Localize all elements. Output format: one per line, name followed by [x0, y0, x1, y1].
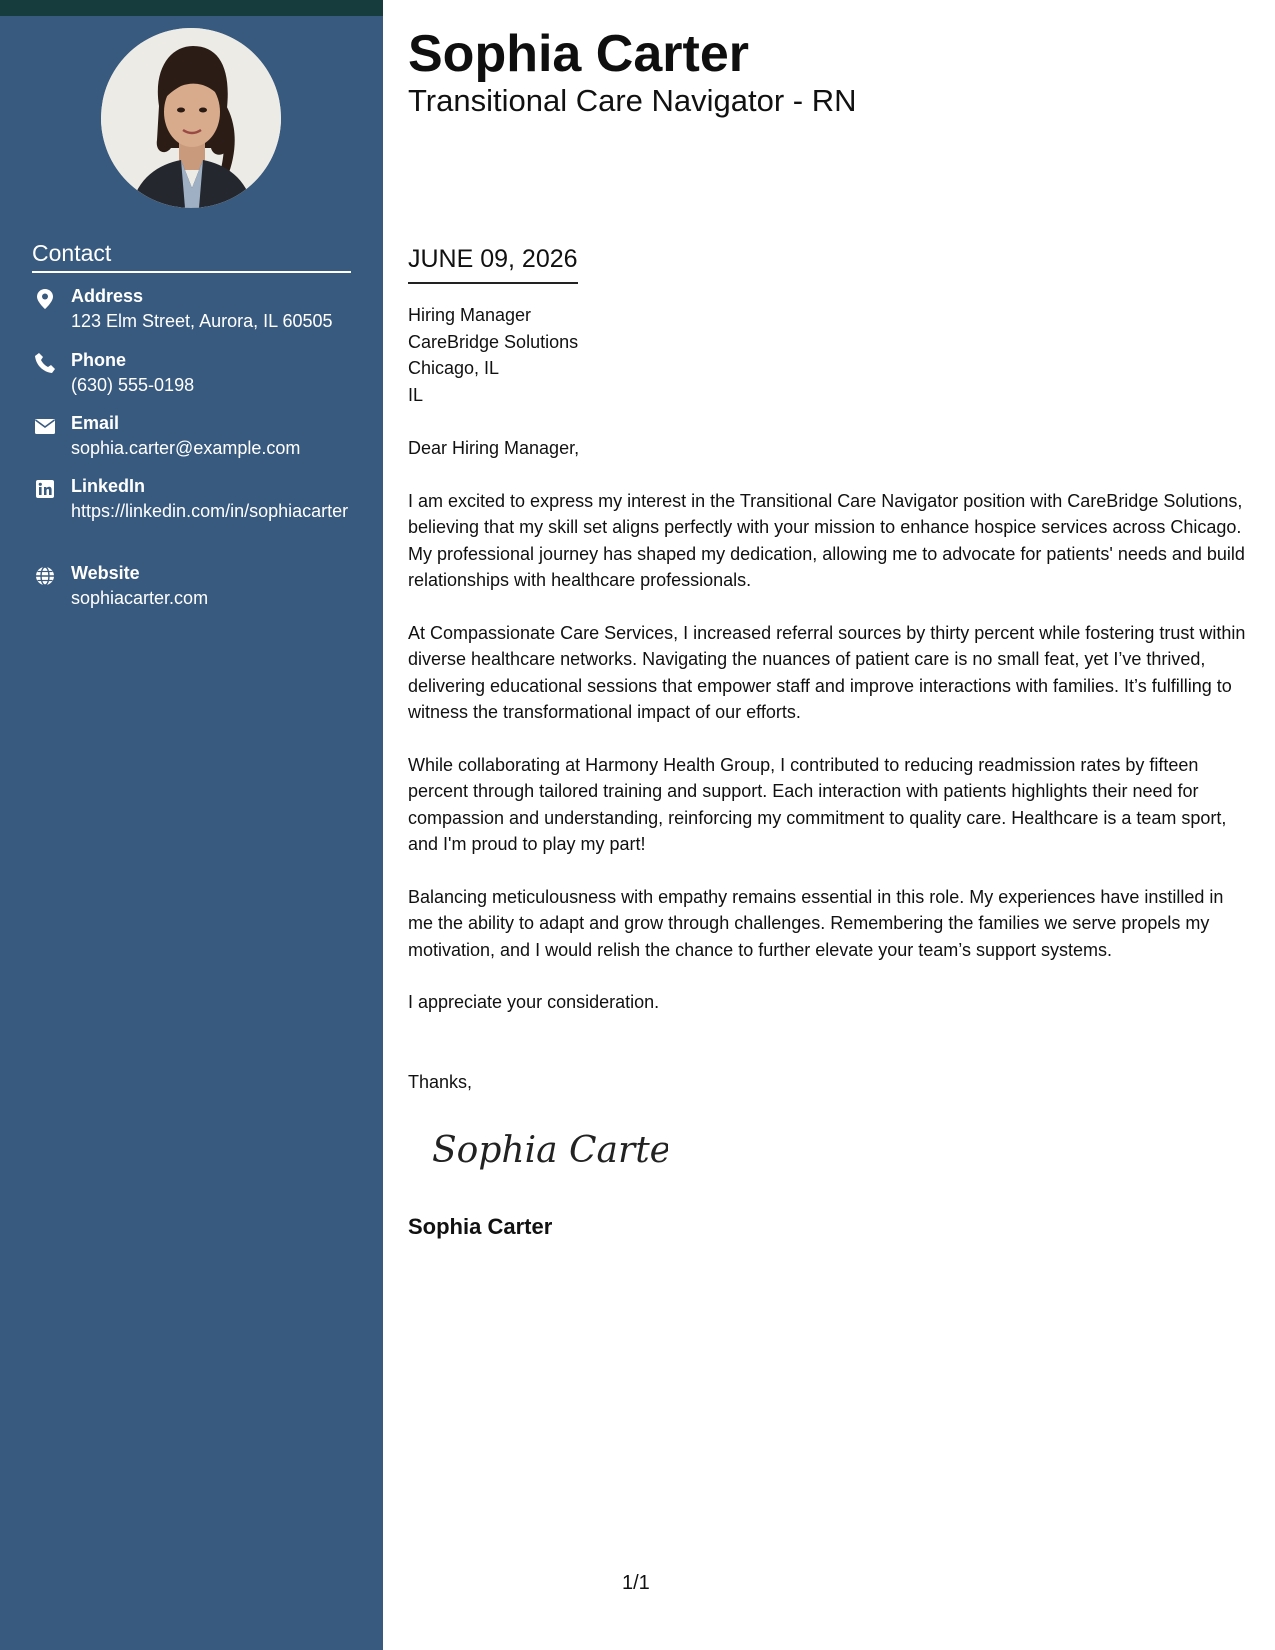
recipient-line: CareBridge Solutions	[408, 331, 579, 352]
applicant-name: Sophia Carter	[408, 25, 749, 83]
linkedin-value[interactable]: https://linkedin.com/in/sophiacarter	[71, 501, 349, 521]
body-paragraph: While collaborating at Harmony Health Group, I contributed to reducing readmission rates by fifteen percent through tailored training and support. Each interaction with patients highlights their need for compassion and understanding, reinforcing my commitment to quality care. Healthcare is a team sport, and I'm proud to play my part!	[408, 754, 1227, 854]
letter-body	[408, 435, 1248, 1042]
recipient-line: Chicago, IL	[408, 358, 500, 378]
location-pin-icon	[32, 288, 58, 310]
signature	[428, 1120, 668, 1180]
website-value[interactable]: sophiacarter.com	[71, 588, 209, 608]
body-paragraph: I appreciate your consideration.	[408, 992, 660, 1012]
recipient-line: IL	[408, 384, 424, 405]
envelope-icon	[32, 415, 58, 437]
contact-label: Address	[71, 286, 144, 306]
letter-date: JUNE 09, 2026	[408, 242, 578, 284]
phone-icon	[32, 352, 58, 374]
applicant-title: Transitional Care Navigator - RN	[408, 83, 857, 118]
body-paragraph: I am excited to express my interest in the Transitional Care Navigator position with CareBridge Solutions, believing that my skill set aligns perfectly with your mission to enhance hospice services across Chicago. My professional journey has shaped my dedication, allowing me to advocate for patients' needs and build relationships with healthcare professionals.	[408, 490, 1245, 590]
address-value: 123 Elm Street, Aurora, IL 60505	[71, 311, 333, 331]
page-number: 1/1	[622, 1572, 650, 1594]
contact-label: LinkedIn	[71, 476, 146, 496]
salutation: Dear Hiring Manager,	[408, 438, 580, 458]
sidebar-top-strip	[0, 0, 383, 16]
contact-label: Website	[71, 563, 140, 583]
phone-value: (630) 555-0198	[71, 375, 195, 395]
contact-label: Phone	[71, 350, 127, 370]
signature-graphic	[428, 1120, 668, 1180]
body-paragraph: Balancing meticulousness with empathy remains essential in this role. My experiences have instilled in me the ability to adapt and grow through challenges. Remembering the families we serve propels my motivation, and I would relish the chance to further elevate your team’s support systems.	[408, 886, 1224, 960]
contact-label: Email	[71, 413, 120, 433]
recipient-line: Hiring Manager	[408, 305, 532, 325]
sidebar	[0, 0, 383, 1650]
closing: Thanks,	[408, 1072, 473, 1092]
profile-photo	[101, 28, 281, 208]
profile-photo-illustration	[101, 28, 281, 208]
contact-heading: Contact	[32, 240, 351, 273]
signature-text: Sophia Carter	[432, 1130, 668, 1171]
recipient-block	[408, 302, 578, 408]
signed-name: Sophia Carter	[408, 1214, 553, 1239]
email-value: sophia.carter@example.com	[71, 438, 301, 458]
linkedin-icon	[32, 478, 58, 500]
globe-icon	[32, 565, 58, 587]
body-paragraph: At Compassionate Care Services, I increased referral sources by thirty percent while fostering trust within diverse healthcare networks. Navigating the nuances of patient care is no small feat, yet I’ve thrived, delivering educational sessions that empower staff and improve interactions with families. It’s fulfilling to witness the transformational impact of our efforts.	[408, 622, 1246, 722]
